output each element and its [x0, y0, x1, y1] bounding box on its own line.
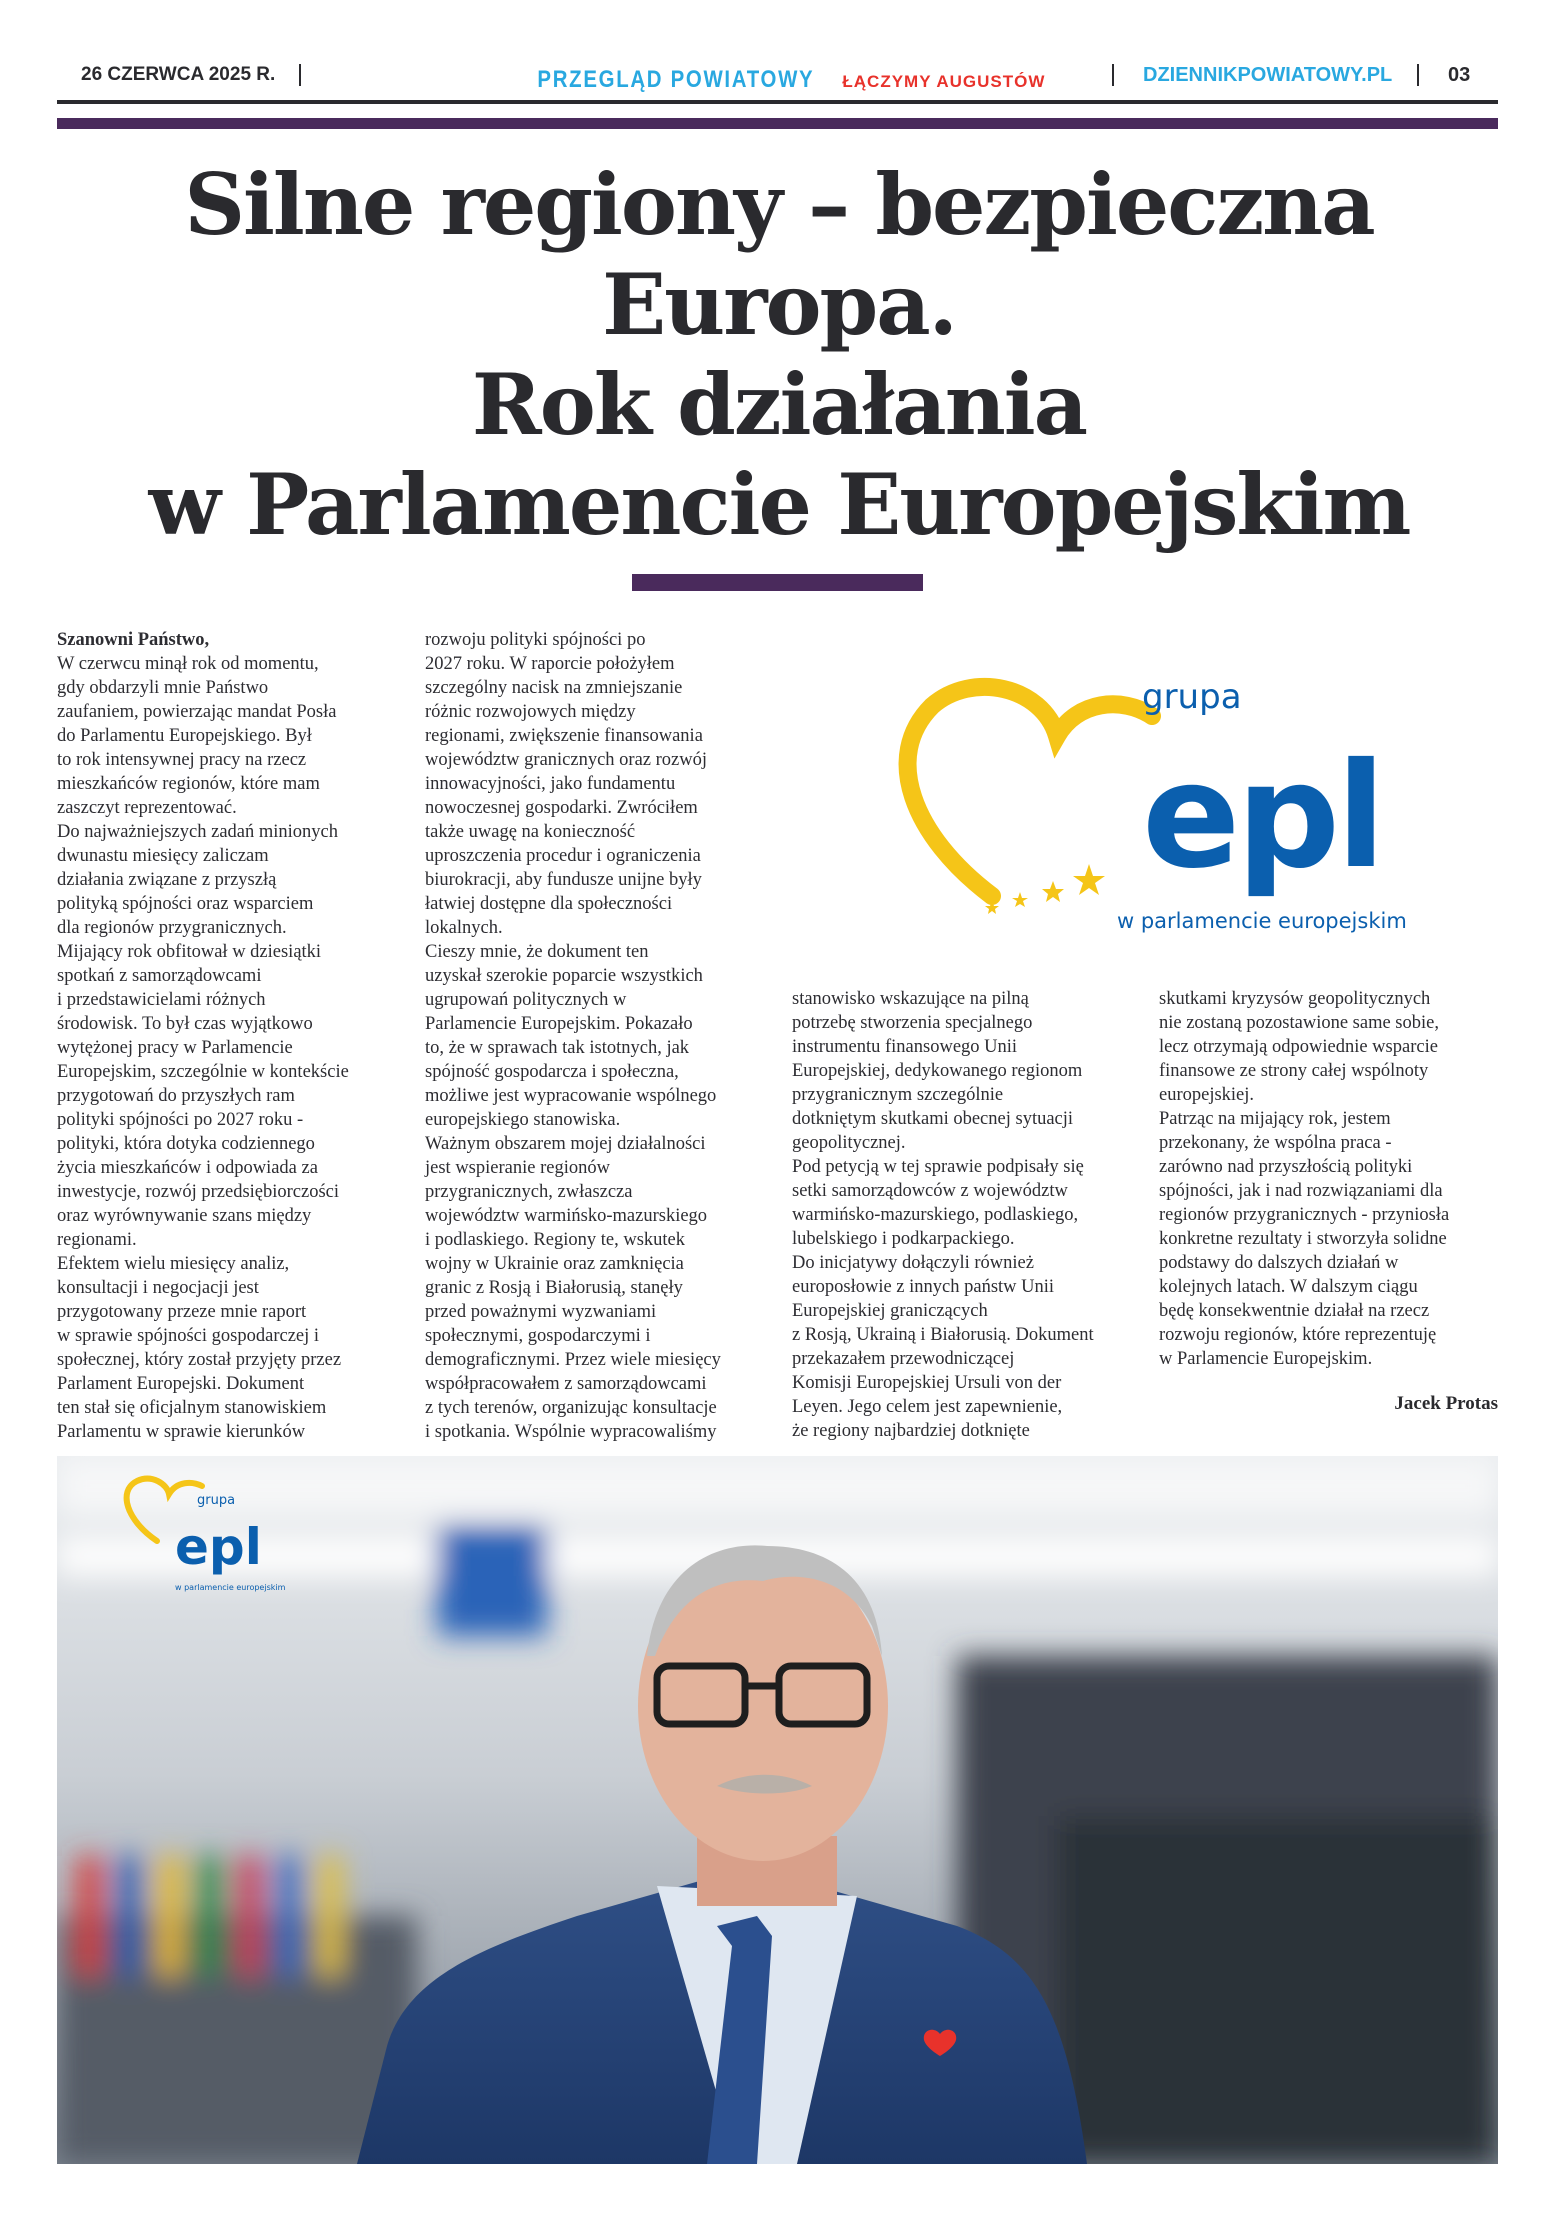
logo-epl: epl: [1142, 732, 1382, 901]
article-column-3: stanowisko wskazujące na pilną potrzebę stworzenia specjalnego instrumentu finansowego Unii Europejskiej, dedykowanego regionom przygranicznym szczególnie dotkniętym skutkami obecnej sytuacji geopolitycznej. Pod petycją w tej sprawie podpisały się setki samorządowców z województw warmińsko-mazurskiego, podlaskiego, lubelskiego i podkarpackiego. Do inicjatywy dołączyli również europosłowie z innych państw Unii Europejskiej graniczących z Rosją, Ukrainą i Białorusią. Dokument przekazałem przewodniczącej Komisji Europejskiej Ursuli von der Leyen. Jego celem jest zapewnienie, że regiony najbardziej dotknięte: [792, 989, 1094, 1441]
author-signature: Jacek Protas: [1394, 1393, 1498, 1414]
article-column-4: skutkami kryzysów geopolitycznych nie zostaną pozostawione same sobie, lecz otrzymają odpowiednie wsparcie finansowe ze strony całej wspólnoty europejskiej. Patrząc na mijający rok, jestem przekonany, że wspólna praca - zarówno nad przyszłością polityki spójności, jak i nad rozwiązaniami dla regionów przygranicznych - przyniosła konkretne rezultaty i stworzyła solidne podstawy do dalszych działań w kolejnych latach. W dalszym ciągu będę konsekwentnie działał na rzecz rozwoju regionów, które reprezentuję w Parlamencie Europejskim.: [1159, 989, 1450, 1369]
article-column-2: rozwoju polityki spójności po 2027 roku. W raporcie położyłem szczególny nacisk na zmniejszanie różnic rozwojowych między regionami, zwiększenie finansowania województw granicznych oraz rozwój innowacyjności, jako fundamentu nowoczesnej gospodarki. Zwróciłem także uwagę na konieczność uproszczenia procedur i ograniczenia biurokracji, aby fundusze unijne były łatwiej dostępne dla społeczności lokalnych. Cieszy mnie, że dokument ten uzyskał szerokie poparcie wszystkich ugrupowań politycznych w Parlamencie Europejskim. Pokazało to, że w sprawach tak istotnych, jak spójność gospodarcza i społeczna, możliwe jest wypracowanie wspólnego europejskiego stanowiska. Ważnym obszarem mojej działalności jest wspieranie regionów przygranicznych, zwłaszcza województw warmińsko-mazurskiego i podlaskiego. Regiony te, wskutek wojny w Ukrainie oraz zamknięcia granic z Rosją i Białorusią, stanęły przed poważnymi wyzwaniami społecznymi, gospodarczymi i demograficznymi. Przez wiele miesięcy współpracowałem z samorządowcami z tych terenów, organizując konsultacje i spotkania. Wspólnie wypracowaliśmy: [425, 630, 721, 1442]
divider: [1112, 64, 1114, 86]
masthead-title: PRZEGLĄD POWIATOWY: [537, 66, 814, 93]
column-text: W czerwcu minął rok od momentu, gdy obdarzyli mnie Państwo zaufaniem, powierzając mandat Posła do Parlamentu Europejskiego. Był to rok intensywnej pracy na rzecz mieszkańców regionów, które mam zaszczyt reprezentować. Do najważniejszych zadań minionych dwunastu miesięcy zaliczam działania związane z przyszłą polityką spójności oraz wsparciem dla regionów przygranicznych. Mijający rok obfitował w dziesiątki spotkań z samorządowcami i przedstawicielami różnych środowisk. To był czas wyjątkowo wytężonej pracy w Parlamencie Europejskim, szczególnie w kontekście przygotowań do przyszłych ram polityki spójności po 2027 roku - polityki, która dotyka codziennego życia mieszkańców i odpowiada za inwestycje, rozwój przedsiębiorczości oraz wyrównywanie szans między regionami. Efektem wielu miesięcy analiz, konsultacji i negocjacji jest przygotowany przeze mnie raport w sprawie spójności gospodarczej i społecznej, który został przyjęty przez Parlament Europejski. Dokument ten stał się oficjalnym stanowiskiem Parlamentu w sprawie kierunków: [57, 654, 349, 1442]
title-underline: [632, 574, 923, 591]
photo-logo-subtitle: w parlamencie europejskim: [175, 1583, 286, 1592]
logo-subtitle: w parlamencie europejskim: [1117, 909, 1407, 933]
header-rule: [57, 100, 1498, 104]
divider: [1417, 64, 1419, 86]
logo-grupa: grupa: [1142, 677, 1242, 717]
page-number: 03: [1448, 64, 1471, 86]
heart-outline-icon: [908, 687, 1152, 896]
photo-logo-grupa: grupa: [197, 1493, 236, 1508]
epl-logo: [892, 666, 1412, 936]
stars-icon: [985, 864, 1105, 914]
greeting: Szanowni Państwo,: [57, 630, 210, 650]
article-title: Silne regiony – bezpieczna Europa. Rok działania w Parlamencie Europejskim: [148, 155, 1410, 554]
masthead-tagline: ŁĄCZYMY AUGUSTÓW: [842, 72, 1046, 91]
website-link[interactable]: DZIENNIKPOWIATOWY.PL: [1143, 64, 1393, 86]
issue-date: 26 CZERWCA 2025 R.: [81, 64, 276, 85]
photo-logo-epl: epl: [175, 1518, 262, 1576]
photo-scene: [57, 1456, 1498, 2164]
portrait-photo: [57, 1456, 1498, 2164]
header-purple-bar: [57, 118, 1498, 129]
article-column-1: [57, 628, 402, 1444]
